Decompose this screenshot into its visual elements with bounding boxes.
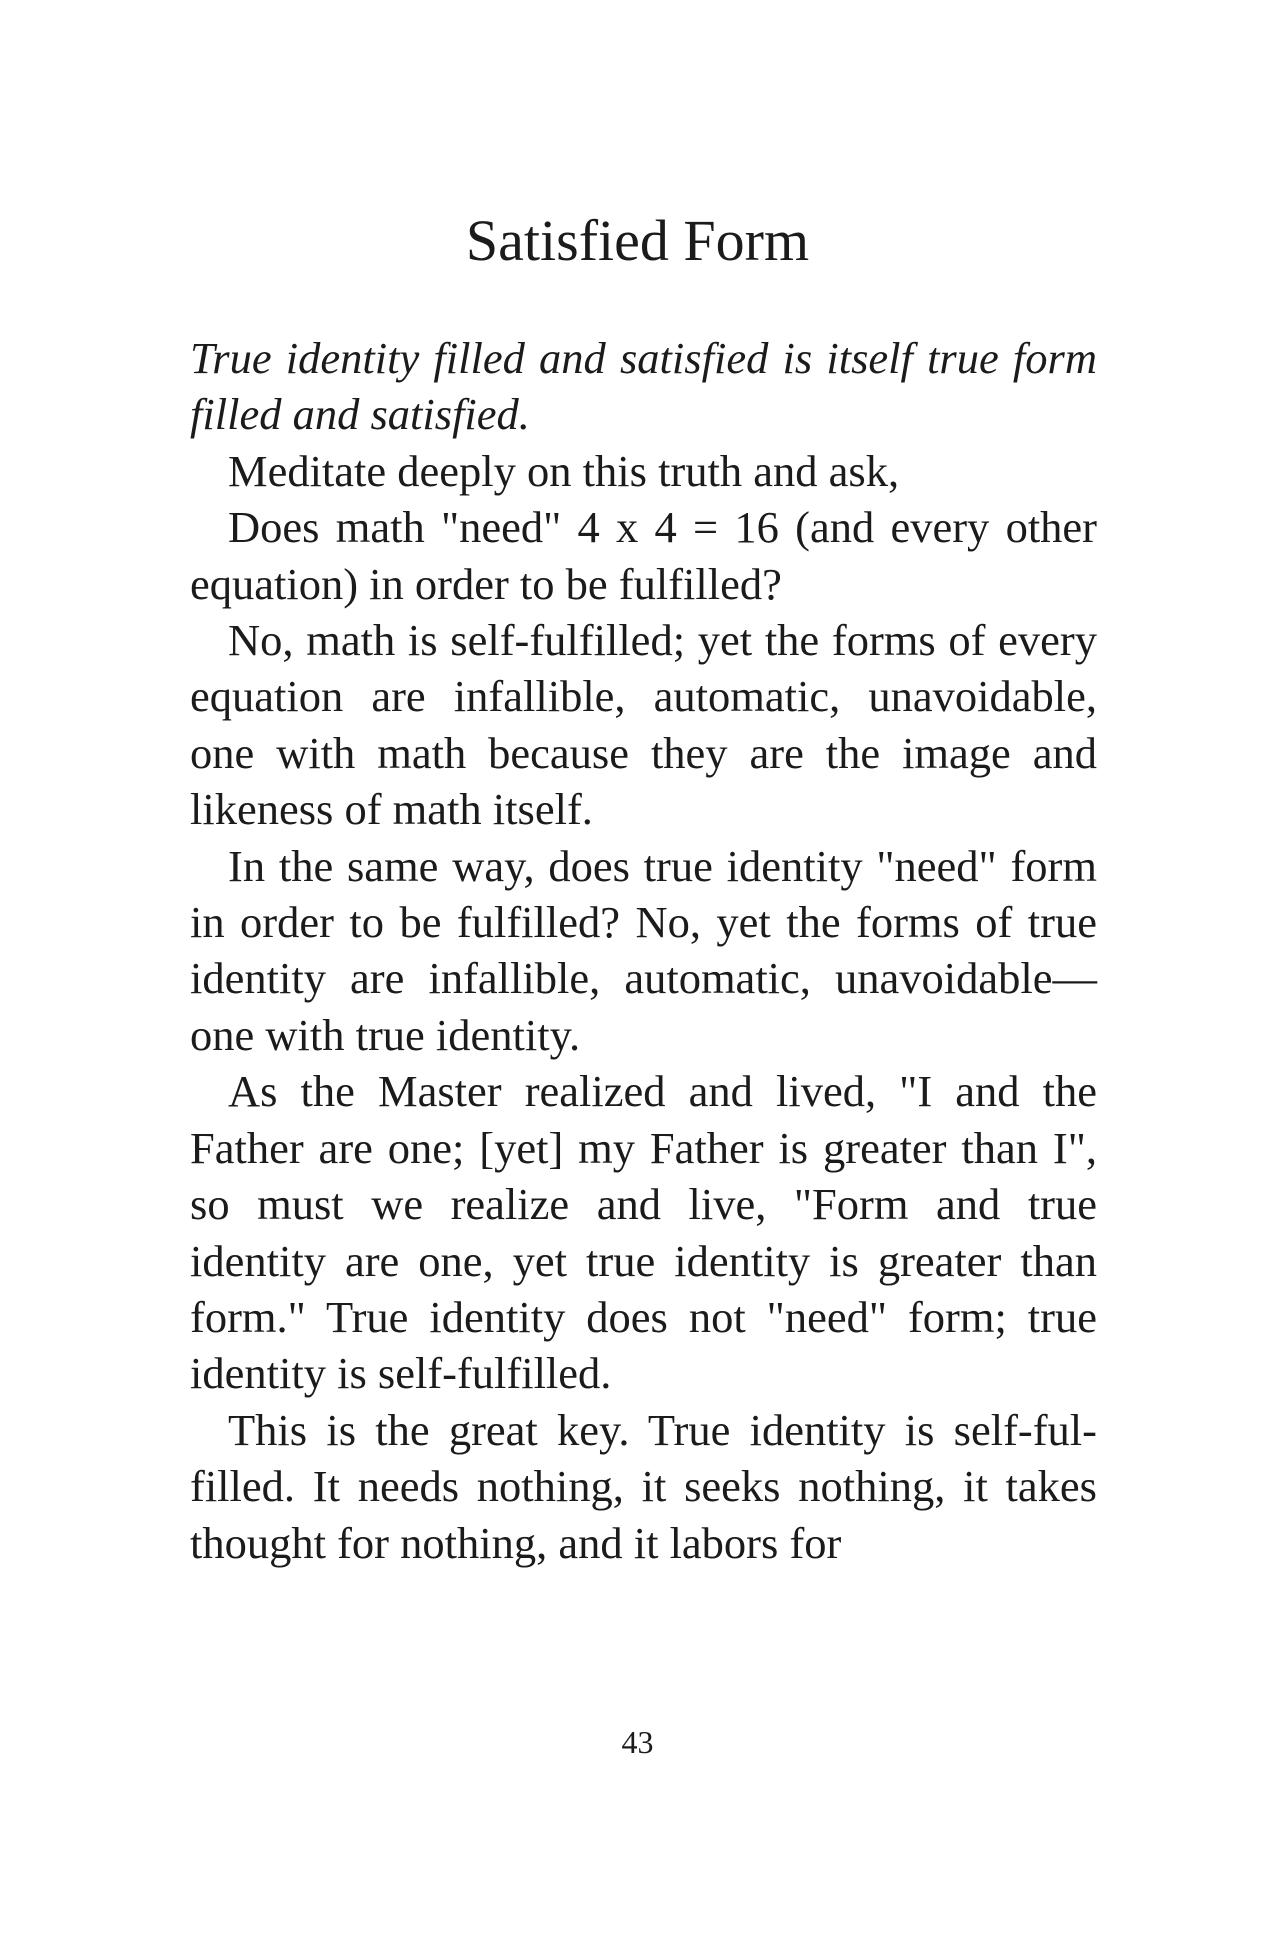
- body-text: [190, 330, 1097, 1571]
- body-paragraph: Meditate deeply on this truth and ask,: [228, 445, 900, 496]
- body-paragraph: In the same way, does true identity "need" form in order to be fulfilled? No, yet the forms of true identity are infallible, automatic, unavoidable—one with true identity.: [190, 840, 1097, 1060]
- body-paragraph: This is the great key. True identity is self-fulfilled. It needs nothing, it seeks nothing, it takes thought for nothing, and it labors for: [190, 1404, 1097, 1568]
- chapter-title: Satisfied Form: [465, 208, 810, 273]
- body-paragraph: As the Master realized and lived, "I and the Father are one; [yet] my Father is greater than I", so must we realize and live, "Form and true identity are one, yet true identity is greater than form." True identity does not "need" form; true identity is self-fulfilled.: [190, 1066, 1097, 1399]
- epigraph-paragraph: True identity filled and satisfied is itself true form filled and satisfied.: [190, 333, 1097, 440]
- body-paragraph: Does math "need" 4 x 4 = 16 (and every other equation) in order to be fulfilled?: [190, 502, 1097, 609]
- page-number: 43: [621, 1724, 654, 1760]
- body-paragraph: No, math is self-fulfilled; yet the forms of every equation are infallible, automatic, unavoidable, one with math because they are the image and likeness of math itself.: [190, 615, 1097, 835]
